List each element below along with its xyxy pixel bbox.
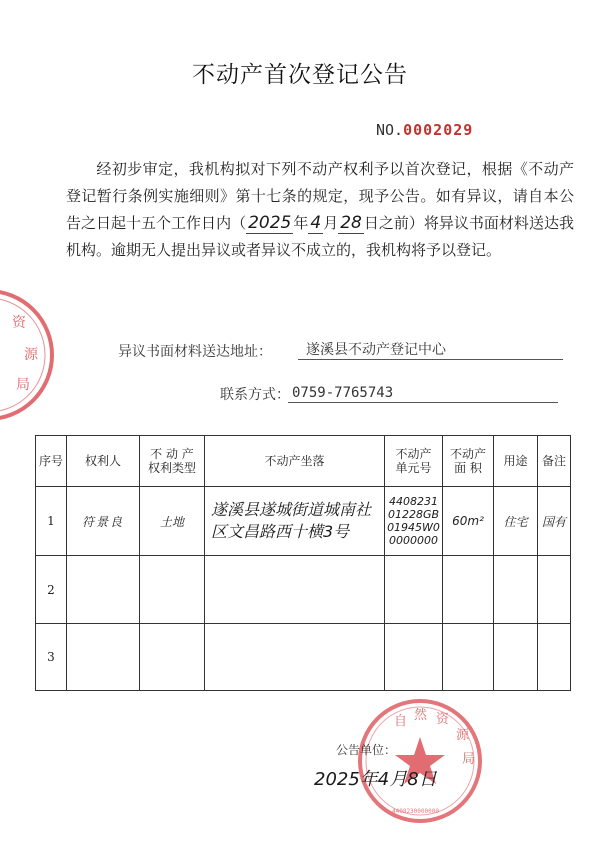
- row1-unit: 440823101228GB01945W00000000: [387, 495, 440, 547]
- header-area-line1: 不动产: [449, 447, 486, 461]
- organization-seal-stamp: [352, 697, 488, 825]
- row2-holder: [67, 556, 140, 624]
- row2-area: [443, 556, 494, 624]
- table-header-row: [36, 436, 571, 487]
- svg-text:资: 资: [12, 315, 26, 331]
- row1-use: 住宅: [494, 487, 538, 556]
- row1-holder: 符景良: [67, 487, 140, 556]
- header-type-line1: 不 动 产: [150, 447, 194, 461]
- row1-area: 60m²: [443, 487, 494, 556]
- row3-use: [494, 624, 538, 691]
- header-seq: 序号: [36, 436, 67, 487]
- svg-text:局: 局: [16, 377, 30, 393]
- header-type-line2: 权利类型: [147, 461, 196, 475]
- row3-unit: [385, 624, 443, 691]
- row1-location-cell: [205, 487, 385, 556]
- header-unit: [385, 436, 443, 487]
- row2-note: [538, 556, 571, 624]
- row2-unit: [385, 556, 443, 624]
- document-number-value: 0002029: [403, 121, 474, 139]
- svg-text:局: 局: [462, 752, 476, 767]
- row1-note: 国有: [538, 487, 571, 556]
- signature-date: 2025年4月8日: [314, 769, 437, 790]
- document-number: [376, 121, 473, 139]
- svg-text:自: 自: [394, 714, 408, 729]
- svg-text:然: 然: [414, 708, 428, 723]
- deadline-month: 4: [310, 213, 322, 233]
- property-table: [35, 435, 571, 691]
- header-use: 用途: [494, 436, 538, 487]
- contact-value: 0759-7765743: [288, 384, 558, 403]
- header-note: 备注: [538, 436, 571, 487]
- page-title: 不动产首次登记公告: [192, 62, 408, 88]
- row1-unit-cell: [385, 487, 443, 556]
- svg-text:源: 源: [24, 347, 38, 363]
- address-label: 异议书面材料送达地址：: [118, 344, 272, 360]
- row2-use: [494, 556, 538, 624]
- row1-location: 遂溪县遂城街道城南社区文昌路西十横3号: [211, 500, 372, 541]
- row2-location: [205, 556, 385, 624]
- row3-type: [140, 624, 205, 691]
- svg-text:4408230000000: 4408230000000: [392, 808, 439, 815]
- paragraph-part2: 日之前）将异议书面材料送达我机构。逾期无人提出异议或者异议不成立的，我机构将予以登记。: [66, 214, 574, 259]
- header-area: [443, 436, 494, 487]
- row3-area: [443, 624, 494, 691]
- table-row: [36, 624, 571, 691]
- address-value: 遂溪县不动产登记中心: [298, 341, 563, 360]
- deadline-year: 2025: [248, 213, 292, 233]
- table-row: [36, 487, 571, 556]
- row3-seq: 3: [36, 624, 67, 691]
- row3-location: [205, 624, 385, 691]
- row2-seq: 2: [36, 556, 67, 624]
- announcement-paragraph: [66, 156, 574, 264]
- header-unit-line1: 不动产: [395, 447, 432, 461]
- header-holder: 权利人: [67, 436, 140, 487]
- header-unit-line2: 单元号: [395, 461, 432, 475]
- paragraph-part1: 经初步审定，我机构拟对下列不动产权利予以首次登记，根据《不动产登记暂行条例实施细则》第十七条的规定，现予公告。如有异议，请自本公告之日起十五个工作日内（: [66, 160, 574, 232]
- row3-note: [538, 624, 571, 691]
- row2-type: [140, 556, 205, 624]
- deadline-day: 28: [340, 213, 362, 233]
- header-area-line2: 面 积: [454, 461, 482, 475]
- table-row: [36, 556, 571, 624]
- contact-label: 联系方式：: [220, 387, 290, 403]
- deadline-year-unit: 年: [293, 214, 309, 232]
- header-type: [140, 436, 205, 487]
- svg-text:源: 源: [456, 728, 470, 743]
- header-location: 不动产坐落: [205, 436, 385, 487]
- row3-holder: [67, 624, 140, 691]
- signature-label: 公告单位：: [336, 743, 397, 757]
- row1-type: 土地: [140, 487, 205, 556]
- document-number-prefix: NO.: [376, 121, 404, 139]
- left-seal-stamp: [0, 285, 62, 425]
- svg-text:资: 资: [436, 712, 450, 727]
- deadline-month-unit: 月: [323, 214, 339, 232]
- row1-seq: 1: [36, 487, 67, 556]
